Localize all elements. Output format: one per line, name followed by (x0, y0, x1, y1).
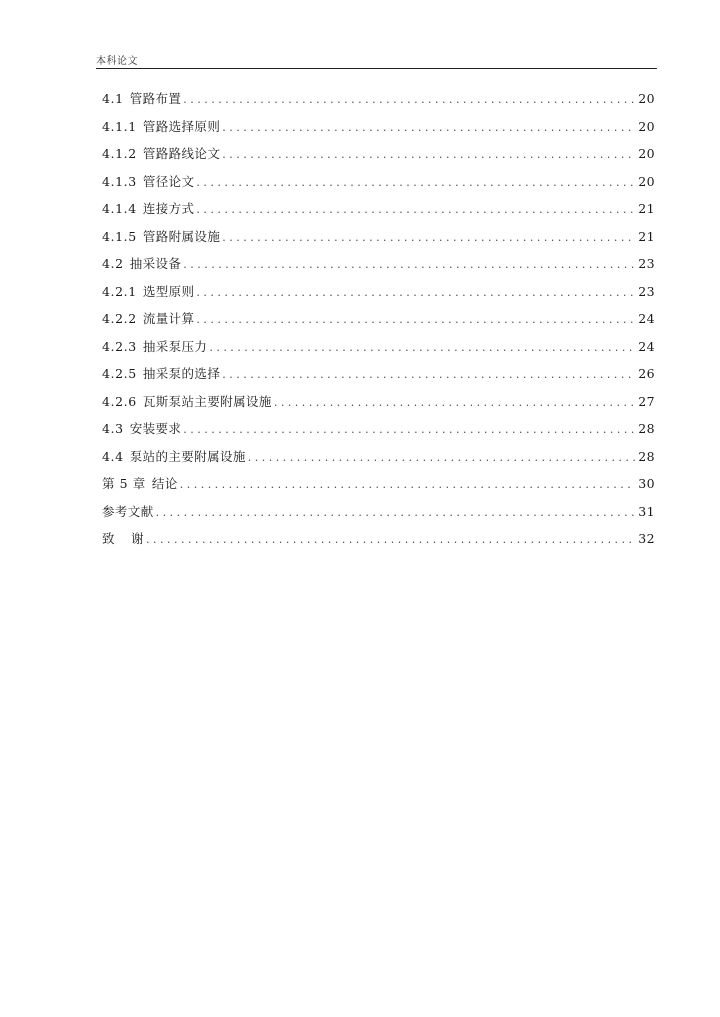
toc-entry-title: 抽采设备 (129, 256, 182, 271)
toc-dot-leader (196, 196, 635, 224)
toc-entry-page: 23 (638, 283, 655, 299)
toc-entry-acknowledgements[interactable] (102, 525, 655, 553)
toc-entry-4-1-5[interactable] (102, 223, 655, 251)
toc-entry-title: 管径论文 (142, 173, 195, 189)
toc-entry-number: 4.1 (102, 91, 124, 106)
toc-entry-title: 选型原则 (142, 283, 195, 299)
toc-entry-chapter-5[interactable] (102, 470, 655, 498)
toc-entry-number: 第 5 章 (102, 476, 146, 491)
toc-dot-leader (196, 279, 635, 307)
toc-entry-title: 管路布置 (129, 91, 182, 106)
toc-entry-title: 管路附属设施 (142, 228, 221, 244)
toc-entry-4-3[interactable] (102, 415, 655, 443)
toc-entry-number: 4.2.2 (102, 311, 137, 326)
toc-entry-title: 流量计算 (142, 311, 195, 326)
toc-entry-page: 28 (638, 448, 655, 464)
toc-entry-title: 谢 (131, 531, 145, 546)
toc-entry-4-2[interactable] (102, 250, 655, 278)
toc-dot-leader (222, 224, 635, 252)
toc-dot-leader (156, 499, 635, 527)
toc-dot-leader (196, 306, 635, 334)
toc-entry-number: 4.1.3 (102, 173, 137, 189)
toc-entry-title: 管路路线论文 (142, 146, 221, 161)
toc-dot-leader (222, 114, 635, 142)
toc-entry-page: 24 (638, 338, 655, 354)
toc-dot-leader (183, 416, 635, 444)
toc-entry-4-2-5[interactable] (102, 360, 655, 388)
toc-entry-number: 4.1.2 (102, 146, 137, 161)
toc-entry-number: 4.3 (102, 421, 124, 436)
toc-entry-4-2-1[interactable] (102, 278, 655, 306)
toc-entry-4-2-3[interactable] (102, 333, 655, 361)
toc-entry-title: 瓦斯泵站主要附属设施 (142, 393, 272, 409)
toc-entry-page: 21 (638, 201, 655, 216)
toc-entry-page: 24 (638, 311, 655, 326)
toc-entry-page: 28 (638, 421, 655, 436)
toc-entry-title: 抽采泵压力 (142, 338, 208, 354)
toc-entry-page: 23 (638, 256, 655, 271)
toc-dot-leader (196, 169, 635, 197)
toc-entry-4-1-4[interactable] (102, 195, 655, 223)
toc-entry-title: 管路选择原则 (142, 118, 221, 134)
toc-dot-leader (146, 526, 635, 554)
toc-entry-4-2-2[interactable] (102, 305, 655, 333)
toc-entry-page: 20 (638, 173, 655, 189)
toc-entry-4-2-6[interactable] (102, 388, 655, 416)
header-rule (96, 68, 657, 69)
toc-entry-number: 4.2.5 (102, 366, 137, 381)
toc-entry-4-1-2[interactable] (102, 140, 655, 168)
toc-entry-number: 4.1.1 (102, 118, 137, 134)
toc-entry-title: 结论 (151, 476, 178, 491)
toc-entry-page: 27 (638, 393, 655, 409)
toc-entry-references[interactable] (102, 498, 655, 526)
toc-entry-title: 参考文献 (102, 503, 154, 519)
toc-entry-number: 4.1.5 (102, 228, 137, 244)
toc-entry-4-1-1[interactable] (102, 113, 655, 141)
toc-entry-page: 31 (638, 503, 655, 519)
toc-entry-page: 26 (638, 366, 655, 381)
toc-entry-title: 连接方式 (142, 201, 195, 216)
toc-entry-title: 泵站的主要附属设施 (129, 448, 246, 464)
toc-dot-leader (183, 251, 635, 279)
toc-entry-number: 4.2.6 (102, 393, 137, 409)
toc-entry-page: 32 (638, 531, 655, 546)
toc-entry-number: 4.2.1 (102, 283, 137, 299)
toc-entry-4-1[interactable] (102, 85, 655, 113)
toc-dot-leader (183, 86, 635, 114)
toc-entry-number: 4.2.3 (102, 338, 137, 354)
toc-dot-leader (248, 444, 635, 472)
toc-entry-number: 4.2 (102, 256, 124, 271)
toc-dot-leader (180, 471, 635, 499)
toc-entry-number: 致 (102, 531, 116, 546)
toc-dot-leader (222, 361, 635, 389)
table-of-contents (102, 85, 655, 553)
toc-entry-page: 30 (638, 476, 655, 491)
toc-entry-page: 20 (638, 118, 655, 134)
toc-entry-page: 20 (638, 91, 655, 106)
toc-dot-leader (222, 141, 635, 169)
toc-entry-number: 4.4 (102, 448, 124, 464)
toc-entry-title: 安装要求 (129, 421, 182, 436)
toc-entry-4-1-3[interactable] (102, 168, 655, 196)
toc-entry-number: 4.1.4 (102, 201, 137, 216)
toc-entry-page: 20 (638, 146, 655, 161)
running-header: 本科论文 (96, 56, 138, 67)
toc-entry-title: 抽采泵的选择 (142, 366, 221, 381)
toc-entry-4-4[interactable] (102, 443, 655, 471)
toc-entry-page: 21 (638, 228, 655, 244)
toc-dot-leader (274, 389, 635, 417)
toc-dot-leader (209, 334, 635, 362)
